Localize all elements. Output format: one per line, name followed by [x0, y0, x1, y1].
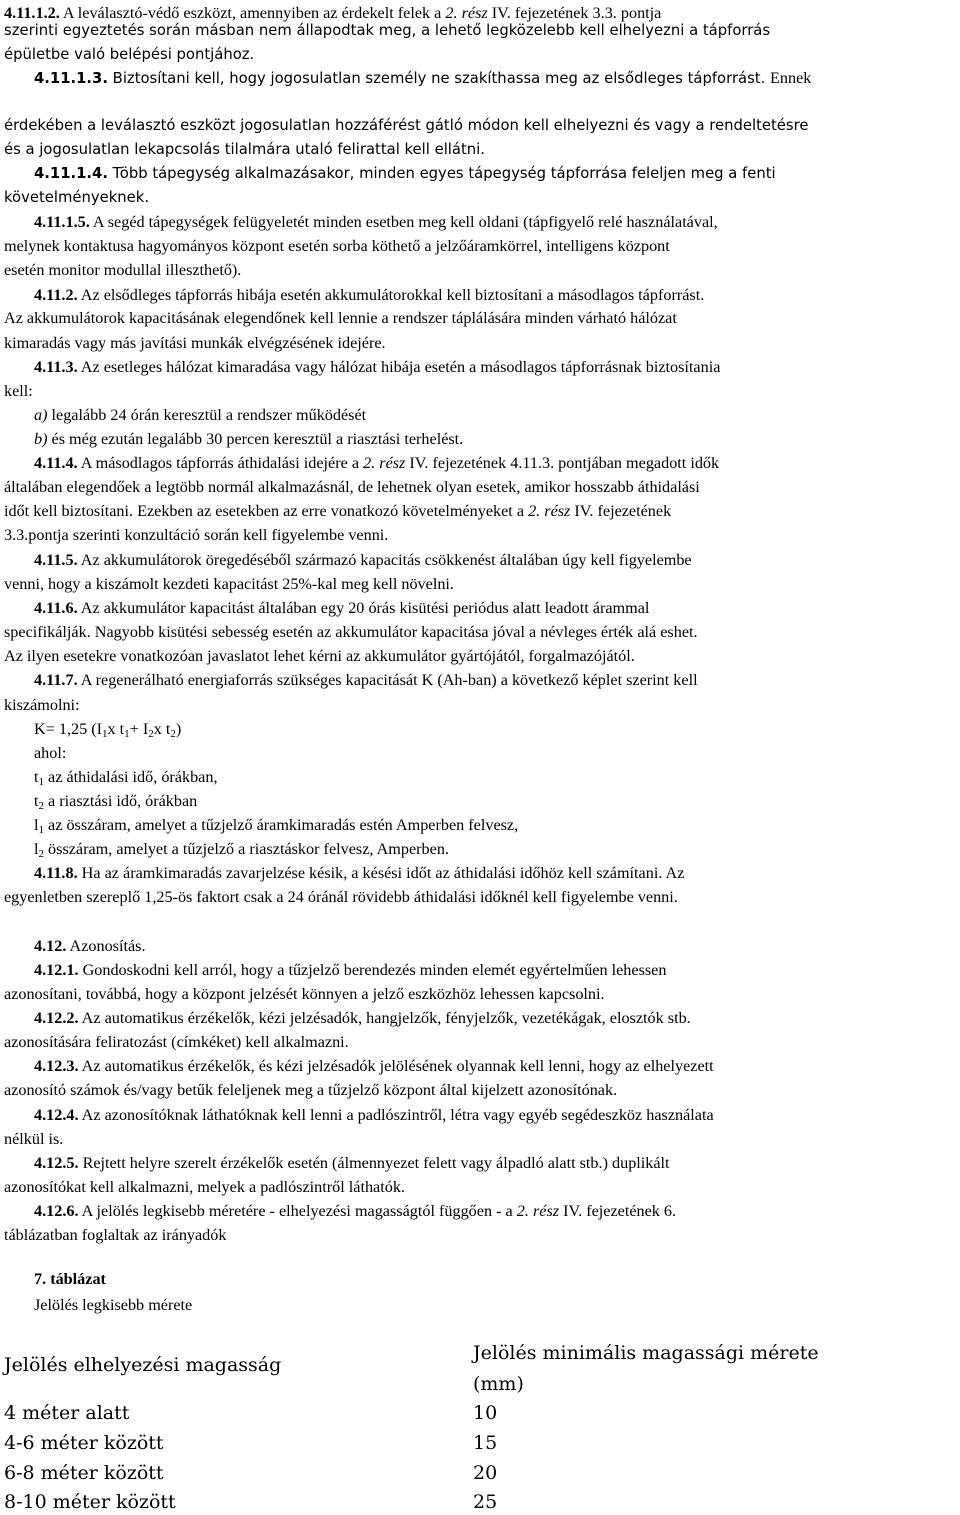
text-line — [34, 864, 684, 882]
text-run: x t — [107, 720, 125, 738]
text-run: időt kell biztosítani. Ezekben az esetekben az erre vonatkozó követelményeket a — [4, 502, 529, 520]
text-run: 4.11.1.3. — [34, 70, 108, 87]
text-run: IV. fejezetének 6. — [559, 1202, 677, 1220]
text-line — [4, 888, 678, 906]
text-line — [4, 1033, 349, 1051]
text-run: táblázatban foglaltak az irányadók — [4, 1226, 227, 1244]
text-line — [34, 406, 366, 424]
text-line — [34, 69, 811, 88]
text-run: összáram, amelyet a tűzjelző a riasztáskor felvesz, Amperben. — [44, 840, 449, 858]
table-cell-size: 25 — [473, 1491, 498, 1513]
text-run: IV. fejezetének 3.3. pontja — [487, 4, 662, 22]
text-run: kell: — [4, 382, 33, 400]
text-run: 4.12.2. — [34, 1009, 79, 1027]
text-run: 1 — [102, 728, 108, 740]
text-line — [34, 1009, 691, 1027]
text-run: t — [34, 792, 39, 810]
text-line — [34, 768, 218, 786]
text-line — [4, 117, 809, 135]
text-run: Azonosítás. — [66, 937, 146, 955]
text-run: IV. fejezetének — [570, 502, 672, 520]
text-run: Ennek — [770, 69, 812, 87]
table-cell-size: 20 — [473, 1462, 498, 1484]
text-run: azonosító számok és/vagy betűk feleljenek meg a tűzjelző központ által kijelzett azonosítónak. — [4, 1081, 618, 1099]
text-run: 2 — [170, 728, 176, 740]
text-run: 4.12.6. — [34, 1202, 79, 1220]
text-line — [34, 1057, 714, 1075]
text-line — [34, 1296, 192, 1314]
text-run: IV. fejezetének 4.11.3. pontjában megadott idők — [405, 454, 720, 472]
text-line — [4, 623, 698, 641]
text-run: 4.11.3. — [34, 358, 78, 376]
text-line — [4, 985, 605, 1003]
text-run: specifikálják. Nagyobb kisütési sebesség esetén az akkumulátor kapacitása jóval a névleges érték alá eshet. — [4, 623, 698, 641]
text-run: azonosítására feliratozást (címkéket) kell alkalmazni. — [4, 1033, 349, 1051]
text-run: 7. táblázat — [34, 1270, 106, 1288]
text-run: Az automatikus érzékelők, kézi jelzésadók, hangjelzők, fényjelzők, vezetékágak, elosztók stb. — [78, 1009, 691, 1027]
text-run: 4.11.4. — [34, 454, 78, 472]
text-run: 4.11.1.5. — [34, 213, 90, 231]
text-run: 3.3.pontja szerinti konzultáció során kell figyelembe venni. — [4, 526, 389, 544]
text-line — [4, 334, 386, 352]
text-run: Ha az áramkimaradás zavarjelzése késik, a késési időt az áthidalási időhöz kell számítani. Az — [77, 864, 685, 882]
table-cell-height: 6-8 méter között — [4, 1462, 164, 1484]
text-line — [4, 382, 33, 400]
text-line — [34, 165, 776, 183]
text-run: t — [34, 768, 39, 786]
table-cell-height: 8-10 méter között — [4, 1491, 176, 1513]
table-header-size: Jelölés minimális magassági mérete — [473, 1342, 819, 1364]
text-run: esetén monitor modullal illeszthető). — [4, 261, 242, 279]
text-line — [34, 213, 718, 231]
text-run: 4.11.1.2. — [4, 4, 60, 22]
text-run: 4.12.3. — [34, 1057, 79, 1075]
text-line — [4, 1178, 405, 1196]
text-run: általában elegendőek a legtöbb normál alkalmazásnál, de lehetnek olyan esetek, amikor hosszabb áthidalási — [4, 478, 700, 496]
text-line — [4, 261, 241, 279]
text-line — [4, 1130, 63, 1148]
text-run: Rejtett helyre szerelt érzékelők esetén (álmennyezet felett vagy álpadló alatt stb.) duplikált — [78, 1154, 670, 1172]
text-run: követelményeknek. — [4, 189, 150, 206]
text-run: nélkül is. — [4, 1130, 64, 1148]
text-line — [34, 744, 66, 762]
text-run: 4.11.5. — [34, 551, 78, 569]
text-line — [34, 454, 719, 472]
text-run: érdekében a leválasztó eszközt jogosulatlan hozzáférést gátló módon kell elhelyezni és vagy a rendeltetésre — [4, 117, 809, 134]
text-line — [4, 189, 149, 207]
text-run: 4.11.6. — [34, 599, 78, 617]
text-run: A másodlagos tápforrás áthidalási idejére a — [77, 454, 364, 472]
text-line — [4, 141, 485, 159]
text-run: 4.12.1. — [34, 961, 79, 979]
text-line — [34, 840, 449, 858]
table-header-height: Jelölés elhelyezési magasság — [4, 1354, 282, 1376]
text-run: épületbe való belépési pontjához. — [4, 46, 255, 63]
text-line — [34, 551, 692, 569]
text-run: 2 — [38, 800, 44, 812]
text-run: Az ilyen esetekre vonatkozóan javaslatot lehet kérni az akkumulátor gyártójától, forgalmazójától. — [4, 647, 635, 665]
table-cell-height: 4-6 méter között — [4, 1432, 164, 1454]
text-line — [34, 599, 649, 617]
text-run: Az akkumulátorok öregedéséből származó kapacitás csökkenést általában úgy kell figyelembe — [77, 551, 692, 569]
text-run: ) — [175, 720, 182, 738]
text-run: egyenletben szereplő 1,25-ös faktort csak a 24 óránál rövidebb áthidalási időknél kell figyelembe venni. — [4, 888, 678, 906]
text-line — [34, 671, 698, 689]
text-line — [4, 4, 661, 22]
text-line — [4, 309, 677, 327]
text-line — [4, 696, 80, 714]
text-run: 2. rész — [516, 1202, 560, 1220]
text-line — [34, 286, 704, 304]
text-run: 2 — [148, 728, 154, 740]
text-run: l — [34, 816, 39, 834]
text-run: a riasztási idő, órákban — [44, 792, 198, 810]
text-line — [4, 526, 388, 544]
text-run: 2. rész — [445, 4, 488, 22]
text-run: 2. rész — [363, 454, 406, 472]
text-run: Biztosítani kell, hogy jogosulatlan személy ne szakíthassa meg az elsődleges tápforrást. — [107, 70, 766, 87]
text-run: legalább 24 órán keresztül a rendszer működését — [47, 406, 367, 424]
text-run: 4.11.1.4. — [34, 165, 108, 182]
text-run: 4.11.7. — [34, 671, 78, 689]
text-run: 4.11.8. — [34, 864, 78, 882]
text-run: az összáram, amelyet a tűzjelző áramkimaradás estén Amperben felvesz, — [44, 816, 519, 834]
text-line — [34, 358, 720, 376]
text-run: kimaradás vagy más javítási munkák elvégzésének idejére. — [4, 334, 386, 352]
text-run: Gondoskodni kell arról, hogy a tűzjelző berendezés minden elemét egyértelműen lehessen — [78, 961, 667, 979]
text-run: 1 — [38, 824, 44, 836]
table-header-size-unit: (mm) — [473, 1373, 524, 1395]
text-run: Több tápegység alkalmazásakor, minden egyes tápegység tápforrása feleljen meg a fenti — [107, 165, 776, 182]
text-run: 4.12. — [34, 937, 67, 955]
text-run: Az akkumulátorok kapacitásának elegendőnek kell lennie a rendszer táplálására minden várható hálózat — [4, 309, 677, 327]
text-line — [34, 720, 181, 738]
text-run: 4.12.4. — [34, 1106, 79, 1124]
text-line — [4, 647, 635, 665]
text-line — [4, 237, 670, 255]
text-run: ahol: — [34, 744, 67, 762]
text-run: Az elsődleges tápforrás hibája esetén akkumulátorokkal kell biztosítani a másodlagos tápforrást. — [77, 286, 705, 304]
text-run: a) — [34, 406, 48, 424]
text-run: b) — [34, 430, 48, 448]
text-run: szerinti egyeztetés során másban nem állapodtak meg, a lehető legközelebb kell elhelyezni a tápforrás — [4, 22, 771, 39]
text-line — [4, 502, 671, 520]
text-run: 4.12.5. — [34, 1154, 79, 1172]
text-run: A jelölés legkisebb méretére - elhelyezési magasságtól függően - a — [78, 1202, 517, 1220]
text-run: és a jogosulatlan lekapcsolás tilalmára utaló felirattal kell ellátni. — [4, 141, 485, 158]
text-run: Jelölés legkisebb mérete — [34, 1296, 193, 1314]
text-run: és még ezután legalább 30 percen keresztül a riasztási terhelést. — [47, 430, 464, 448]
table-cell-size: 10 — [473, 1402, 498, 1424]
text-line — [34, 1106, 714, 1124]
text-line — [4, 22, 770, 40]
text-run: melynek kontaktusa hagyományos központ esetén sorba köthető a jelzőáramkörrel, intelligens központ — [4, 237, 670, 255]
text-run: 1 — [38, 776, 44, 788]
text-run: 4.11.2. — [34, 286, 78, 304]
text-run: Az azonosítóknak láthatóknak kell lenni a padlószintről, létra vagy egyéb segédeszköz használata — [78, 1106, 714, 1124]
text-run: Az akkumulátor kapacitást általában egy 20 órás kisütési periódus alatt leadott árammal — [77, 599, 650, 617]
text-line — [4, 1226, 226, 1244]
text-line — [4, 478, 700, 496]
text-line — [34, 961, 666, 979]
text-run: A segéd tápegységek felügyeletét minden esetben meg kell oldani (tápfigyelő relé használatával, — [89, 213, 718, 231]
text-run: 2. rész — [528, 502, 571, 520]
text-line — [4, 46, 254, 64]
text-line — [34, 1154, 670, 1172]
text-line — [4, 575, 454, 593]
text-run: venni, hogy a kiszámolt kezdeti kapacitást 25%-kal meg kell növelni. — [4, 575, 454, 593]
text-run: Az automatikus érzékelők, és kézi jelzésadók jelölésének olyannak kell lenni, hogy az elhelyezett — [78, 1057, 714, 1075]
text-line — [34, 816, 518, 834]
text-line — [34, 1202, 676, 1220]
table-cell-height: 4 méter alatt — [4, 1402, 130, 1424]
table-cell-size: 15 — [473, 1432, 498, 1454]
text-run: az áthidalási idő, órákban, — [44, 768, 218, 786]
text-run: A regenerálható energiaforrás szükséges kapacitását K (Ah-ban) a következő képlet szerint kell — [77, 671, 698, 689]
text-line — [4, 1081, 617, 1099]
text-run: azonosítani, továbbá, hogy a központ jelzését könnyen a jelző eszközhöz lehessen kapcsolni. — [4, 985, 605, 1003]
text-run: l — [34, 840, 39, 858]
text-run: + I — [129, 720, 149, 738]
text-run: 2 — [38, 848, 44, 860]
text-run: Az esetleges hálózat kimaradása vagy hálózat hibája esetén a másodlagos tápforrásnak biztosítania — [77, 358, 721, 376]
text-line — [34, 430, 463, 448]
text-run: 1 — [124, 728, 130, 740]
text-run: kiszámolni: — [4, 696, 80, 714]
text-run: azonosítókat kell alkalmazni, melyek a padlószintről láthatók. — [4, 1178, 405, 1196]
text-line — [34, 792, 197, 810]
text-line — [34, 937, 146, 955]
text-run: x t — [153, 720, 171, 738]
text-run: A leválasztó-védő eszközt, amennyiben az érdekelt felek a — [59, 4, 446, 22]
text-line — [34, 1270, 106, 1288]
text-run: K= 1,25 (I — [34, 720, 103, 738]
